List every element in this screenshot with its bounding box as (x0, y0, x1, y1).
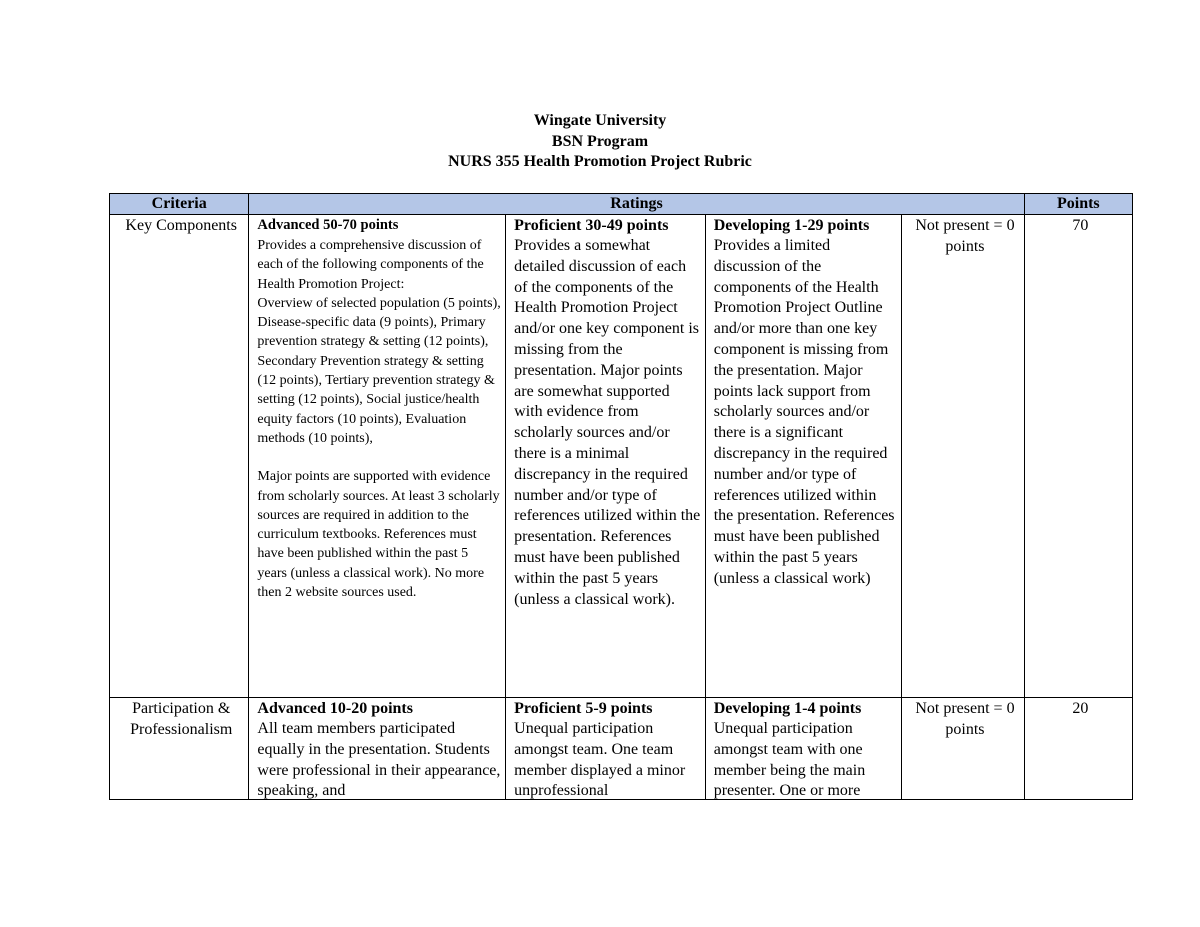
rating-description: Unequal participation amongst team with one member being the main presenter. One or more (713, 720, 866, 799)
table-header-row (110, 194, 1133, 215)
table-row (110, 698, 1133, 800)
rating-title: Developing 1-29 points (713, 217, 870, 234)
ratings-header: Ratings (249, 194, 1024, 215)
rating-description: Unequal participation amongst team. One team member displayed a minor unprofessional (514, 720, 686, 799)
rating-title: Proficient 30-49 points (514, 217, 669, 234)
rubric-title: NURS 355 Health Promotion Project Rubric (448, 153, 752, 170)
rating-description: Overview of selected population (5 points), Disease-specific data (9 points), Primary prevention strategy & setting (12 points), Secondary Prevention strategy & setting (12 points), Tertiary prevention strategy & setting (12 points), Social justice/health equity factors (10 points), Evaluation methods (10 points), (257, 295, 501, 446)
rating-title: Advanced 10-20 points (257, 700, 413, 717)
points-cell: 70 (1024, 215, 1132, 698)
table-row (110, 215, 1133, 698)
rating-description: Provides a limited discussion of the components of the Health Promotion Project Outline and/or more than one key component is missing from the presentation. Major points lack support from scholarly sources and/or there is a significant discrepancy in the required number and/or type of references utilized within the presentation. References must have been published within the past 5 years (unless a classical work) (713, 237, 895, 587)
criteria-cell: Key Components (110, 215, 249, 698)
rating-description: All team members participated equally in the presentation. Students were professional in their appearance, speaking, and (257, 720, 501, 799)
cell-clip (257, 698, 501, 799)
criteria-cell: Participation & Professionalism (110, 698, 249, 800)
developing-rating-cell (705, 698, 902, 800)
paragraph-gap (257, 448, 501, 467)
document-header (0, 111, 1200, 173)
university-name: Wingate University (533, 112, 667, 129)
not-present-cell: Not present = 0 points (902, 215, 1024, 698)
advanced-rating-cell (249, 698, 506, 800)
advanced-rating-cell (249, 215, 506, 698)
developing-rating-cell (705, 215, 902, 698)
rating-title: Developing 1-4 points (713, 700, 862, 717)
cell-clip (514, 698, 701, 799)
rating-description: Provides a somewhat detailed discussion of each of the components of the Health Promotion Project and/or one key component is missing from the presentation. Major points are somewhat supported with evidence from scholarly sources and/or there is a minimal discrepancy in the required number and/or type of references utilized within the presentation. References must have been published within the past 5 years (unless a classical work). (514, 237, 701, 608)
rating-title: Proficient 5-9 points (514, 700, 653, 717)
proficient-rating-cell (506, 698, 706, 800)
program-name: BSN Program (551, 132, 649, 150)
points-cell: 20 (1024, 698, 1132, 800)
rubric-table (109, 193, 1133, 800)
proficient-rating-cell (506, 215, 706, 698)
criteria-header: Criteria (110, 194, 249, 215)
rating-description: Major points are supported with evidence from scholarly sources. At least 3 scholarly sources are required in addition to the curriculum textbooks. References must have been published within the past 5 years (unless a classical work). No more then 2 website sources used. (257, 469, 500, 601)
rating-description: Provides a comprehensive discussion of each of the following components of the Health Promotion Project: (257, 238, 484, 292)
rating-title: Advanced 50-70 points (257, 217, 399, 233)
cell-clip (714, 698, 898, 799)
not-present-cell: Not present = 0 points (902, 698, 1024, 800)
points-header: Points (1024, 194, 1132, 215)
